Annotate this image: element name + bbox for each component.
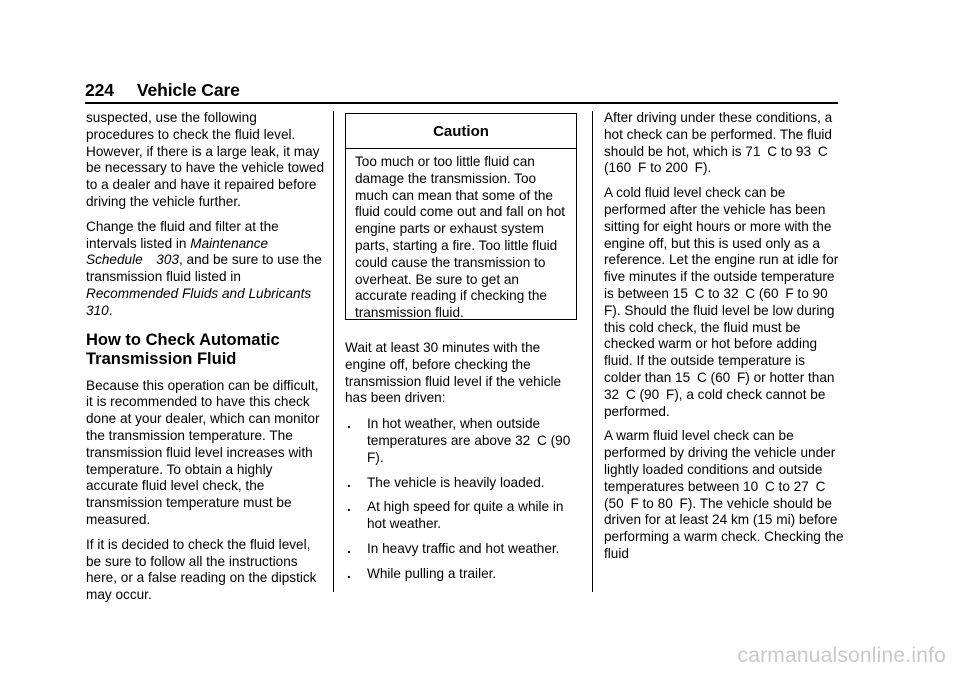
- column-divider-2: [592, 111, 593, 592]
- bullet-icon: .: [347, 565, 351, 581]
- paragraph-cold-check: A cold fluid level check can be performed after the vehicle has been sitting for eight hours or more with the engine off, but this is used only as a reference. Let the engine run at idle for five minutes if the outside temperature is between 15 C to 32 C (60 F to 90 F). Should the fluid level be low during this cold check, the fluid must be checked warm or hot before adding fluid. If the outside temperature is colder than 15 C (60 F) or hotter than 32 C (90 F), a cold check cannot be performed.: [604, 185, 839, 419]
- list-item: [345, 499, 580, 533]
- list-item: [345, 416, 580, 466]
- page-ref-310[interactable]: 310: [86, 285, 325, 318]
- list-item-text: At high speed for quite a while in hot weather.: [367, 499, 564, 532]
- section-title: Vehicle Care: [136, 80, 240, 100]
- bullet-icon: .: [347, 499, 351, 515]
- watermark: carmanualsonline.info: [737, 644, 946, 667]
- paragraph-dealer-check: Because this operation can be difficult, it is recommended to have this check done at your dealer, which can monitor the transmission temperature. The transmission fluid level increases with temperature. To obtain a highly accurate fluid level check, the transmission temperature must be measured.: [86, 377, 320, 527]
- text-change-fluid-middle: , and be sure to use the transmission fluid listed in: [86, 252, 322, 285]
- bullet-icon: .: [347, 540, 351, 556]
- column-3: [604, 110, 844, 571]
- caution-title: Caution: [346, 114, 576, 149]
- column-1: [86, 110, 326, 612]
- link-maintenance-schedule[interactable]: Maintenance Schedule: [86, 235, 269, 268]
- bullet-icon: .: [347, 416, 351, 432]
- paragraph-wait-intro: Wait at least 30 minutes with the engine off, before checking the transmission fluid level if the vehicle has been driven:: [345, 340, 562, 406]
- list-item: [345, 566, 580, 583]
- caution-body: Too much or too little fluid can damage the transmission. Too much can mean that some of the fluid could come out and fall on hot engine parts or exhaust system parts, starting a fire. Too little fluid could cause the transmission to overheat. Be sure to get an accurate reading if checking the transmission fluid.: [355, 154, 566, 321]
- page-number: 224: [85, 80, 114, 100]
- caution-box: [345, 113, 577, 320]
- paragraph-follow-instructions: If it is decided to check the fluid level, be sure to follow all the instructions here, or a false reading on the dipstick may occur.: [86, 536, 317, 603]
- list-item: [345, 475, 580, 492]
- paragraph-hot-check: After driving under these conditions, a hot check can be performed. The fluid should be hot, which is 71 C to 93 C (160 F to 200 F).: [604, 110, 833, 176]
- section-heading: How to Check Automatic Transmission Fluid: [86, 330, 280, 369]
- list-item: [345, 541, 580, 558]
- text-change-fluid-start: Change the fluid and filter at the intervals listed in: [86, 218, 279, 251]
- column-2-body: [345, 340, 580, 591]
- paragraph-warm-check: A warm fluid level check can be performed by driving the vehicle under lightly loaded conditions and outside temperatures between 10 C to 27 C (50 F to 80 F). The vehicle should be driven for at least 24 km (15 mi) before performing a warm check. Checking the fluid: [604, 428, 844, 561]
- bullet-icon: .: [347, 474, 351, 490]
- header-row: [85, 80, 840, 101]
- link-recommended-fluids[interactable]: Recommended Fluids and Lubricants: [86, 285, 312, 301]
- page-header: [85, 80, 840, 101]
- conditions-list: [345, 416, 580, 582]
- list-item-text: In heavy traffic and hot weather.: [367, 540, 560, 556]
- paragraph-change-fluid: [86, 219, 326, 320]
- list-item-text: The vehicle is heavily loaded.: [367, 474, 545, 490]
- list-item-text: While pulling a trailer.: [367, 565, 497, 581]
- paragraph-leak-procedure: suspected, use the following procedures to check the fluid level. However, if there is a large leak, it may be necessary to have the vehicle towed to a dealer and have it repaired before driving the vehicle further.: [86, 110, 325, 209]
- page-ref-303[interactable]: 303: [142, 252, 179, 268]
- list-item-text: In hot weather, when outside temperatures are above 32 C (90 F).: [367, 416, 578, 465]
- text-change-fluid-end: .: [108, 302, 113, 318]
- header-divider: [85, 102, 838, 104]
- column-divider-1: [333, 111, 334, 592]
